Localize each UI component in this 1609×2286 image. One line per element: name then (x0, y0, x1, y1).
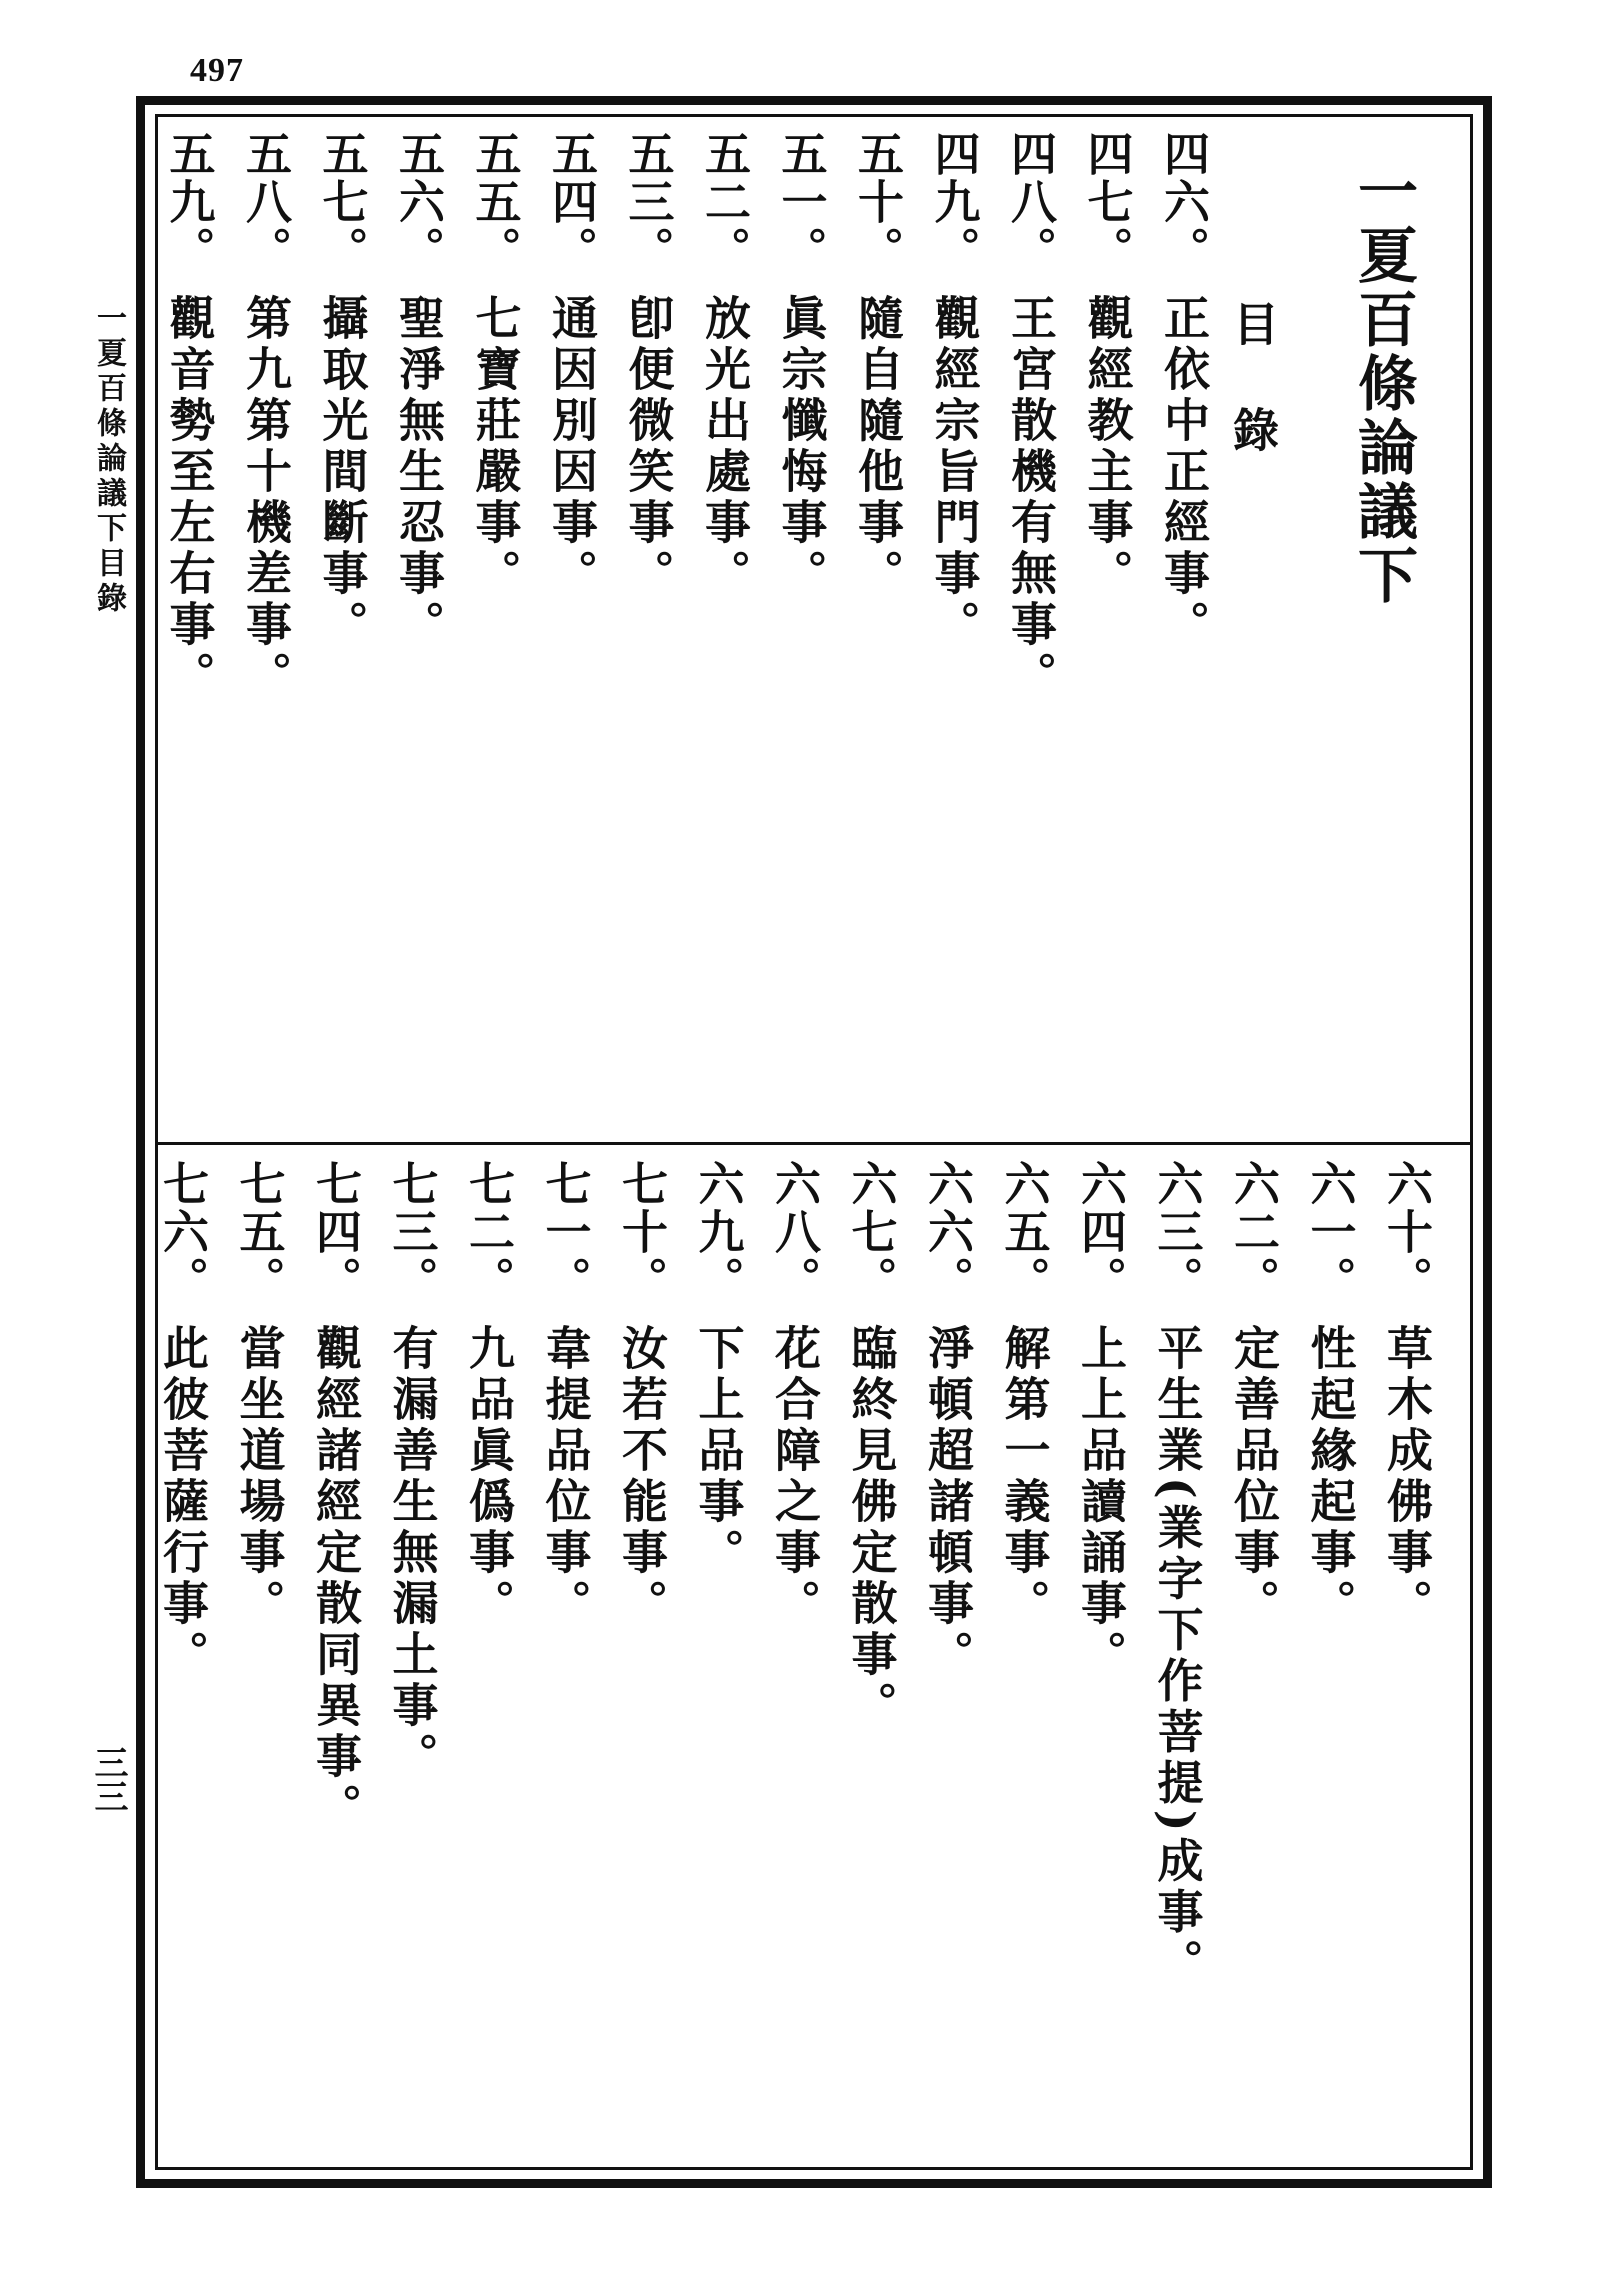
entry-number: 五八。 (239, 130, 293, 274)
entry-number: 六三。 (1150, 1160, 1205, 1304)
entry-number: 六七。 (844, 1160, 899, 1304)
toc-entry (312, 130, 374, 651)
page-number: 497 (190, 52, 244, 89)
entry-title: 性起緣起事。 (1303, 1324, 1358, 1630)
toc-entry (541, 130, 603, 600)
entry-number: 七六。 (156, 1160, 210, 1304)
entry-number: 七十。 (615, 1160, 669, 1304)
toc-entry (305, 1160, 367, 1834)
entry-title: 隨自隨他事。 (851, 294, 905, 600)
entry-number: 六五。 (997, 1160, 1052, 1304)
entry-title: 卽便微笑事。 (621, 294, 676, 600)
toc-entry (458, 1160, 520, 1630)
toc-entry (847, 130, 909, 600)
entry-number: 七二。 (462, 1160, 516, 1304)
toc-entry (1147, 1160, 1209, 1990)
entry-number: 六九。 (691, 1160, 746, 1304)
entry-number: 六八。 (768, 1160, 822, 1304)
toc-entry (1070, 1160, 1132, 1681)
fold-divider (158, 1142, 1470, 1145)
toc-entry (924, 130, 986, 651)
toc-entry (235, 130, 297, 702)
entry-number: 五一。 (774, 130, 829, 274)
entry-number: 五六。 (392, 130, 446, 274)
toc-entry (1300, 1160, 1362, 1630)
entry-title: 放光出處事。 (698, 294, 752, 600)
toc-entry (688, 1160, 750, 1579)
entry-title: 此彼菩薩行事。 (156, 1324, 210, 1681)
entry-title: 草木成佛事。 (1380, 1324, 1434, 1630)
toc-entry (535, 1160, 597, 1630)
toc-entry (771, 130, 833, 600)
toc-entry (994, 1160, 1056, 1630)
entry-number: 四七。 (1080, 130, 1135, 274)
entry-number: 七一。 (538, 1160, 593, 1304)
toc-entry (764, 1160, 826, 1630)
entry-number: 六一。 (1303, 1160, 1358, 1304)
toc-entry (229, 1160, 291, 1630)
entry-number: 五十。 (851, 130, 905, 274)
entry-title: 眞宗懺悔事。 (774, 294, 829, 600)
entry-title: 攝取光間斷事。 (315, 294, 370, 651)
entry-number: 七四。 (309, 1160, 363, 1304)
entry-title: 聖淨無生忍事。 (392, 294, 446, 651)
entry-number: 七三。 (385, 1160, 440, 1304)
entry-title: 九品眞僞事。 (462, 1324, 516, 1630)
entry-title: 定善品位事。 (1227, 1324, 1281, 1630)
entry-number: 六六。 (921, 1160, 975, 1304)
entry-number: 六十。 (1380, 1160, 1434, 1304)
entry-number: 五九。 (162, 130, 217, 274)
entry-number: 四八。 (1004, 130, 1058, 274)
toc-entry (1223, 1160, 1285, 1630)
entry-title: 觀經宗旨門事。 (927, 294, 982, 651)
toc-entry (1077, 130, 1139, 600)
entry-title: 汝若不能事。 (615, 1324, 669, 1630)
toc-entry (1376, 1160, 1438, 1630)
entry-title: 韋提品位事。 (538, 1324, 593, 1630)
toc-entry (159, 130, 221, 702)
entry-title: 下上品事。 (691, 1324, 746, 1579)
entry-number: 五四。 (545, 130, 599, 274)
entry-title: 觀音勢至左右事。 (162, 294, 217, 702)
toc-entry (465, 130, 527, 600)
section-heading: 目錄 (1226, 300, 1280, 512)
entry-title: 七寶莊嚴事。 (468, 294, 523, 600)
entry-title: 上上品讀誦事。 (1074, 1324, 1128, 1681)
entry-number: 五二。 (698, 130, 752, 274)
margin-folio: 三三 (88, 1745, 128, 1813)
toc-entry (917, 1160, 979, 1681)
entry-title: 觀經教主事。 (1080, 294, 1135, 600)
entry-number: 五七。 (315, 130, 370, 274)
toc-entry (694, 130, 756, 600)
entry-number: 五五。 (468, 130, 523, 274)
toc-entry (1153, 130, 1215, 651)
entry-number: 五三。 (621, 130, 676, 274)
entry-title: 當坐道場事。 (232, 1324, 287, 1630)
entry-title: 淨頓超諸頓事。 (921, 1324, 975, 1681)
entry-title: 臨終見佛定散事。 (844, 1324, 899, 1732)
entry-title: 第九第十機差事。 (239, 294, 293, 702)
entry-title: 花合障之事。 (768, 1324, 822, 1630)
toc-entry (388, 130, 450, 651)
toc-entry (152, 1160, 214, 1681)
entry-title: 觀經諸經定散同異事。 (309, 1324, 363, 1834)
entry-number: 六二。 (1227, 1160, 1281, 1304)
entry-number: 六四。 (1074, 1160, 1128, 1304)
entry-title: 有漏善生無漏土事。 (385, 1324, 440, 1783)
toc-entry (382, 1160, 444, 1783)
entry-number: 四九。 (927, 130, 982, 274)
entry-number: 四六。 (1157, 130, 1211, 274)
entry-title: 王宮散機有無事。 (1004, 294, 1058, 702)
toc-entry (618, 130, 680, 600)
toc-entry (1000, 130, 1062, 702)
toc-entry (841, 1160, 903, 1732)
entry-number: 七五。 (232, 1160, 287, 1304)
entry-title: 正依中正經事。 (1157, 294, 1211, 651)
entry-title: 通因別因事。 (545, 294, 599, 600)
entry-title: 解第一義事。 (997, 1324, 1052, 1630)
toc-entry (611, 1160, 673, 1630)
book-title: 一夏百條論議下 (1348, 160, 1418, 608)
margin-running-title: 一夏百條論議下目錄 (91, 302, 126, 617)
entry-title: 平生業(業字下作菩提)成事。 (1150, 1324, 1205, 1990)
